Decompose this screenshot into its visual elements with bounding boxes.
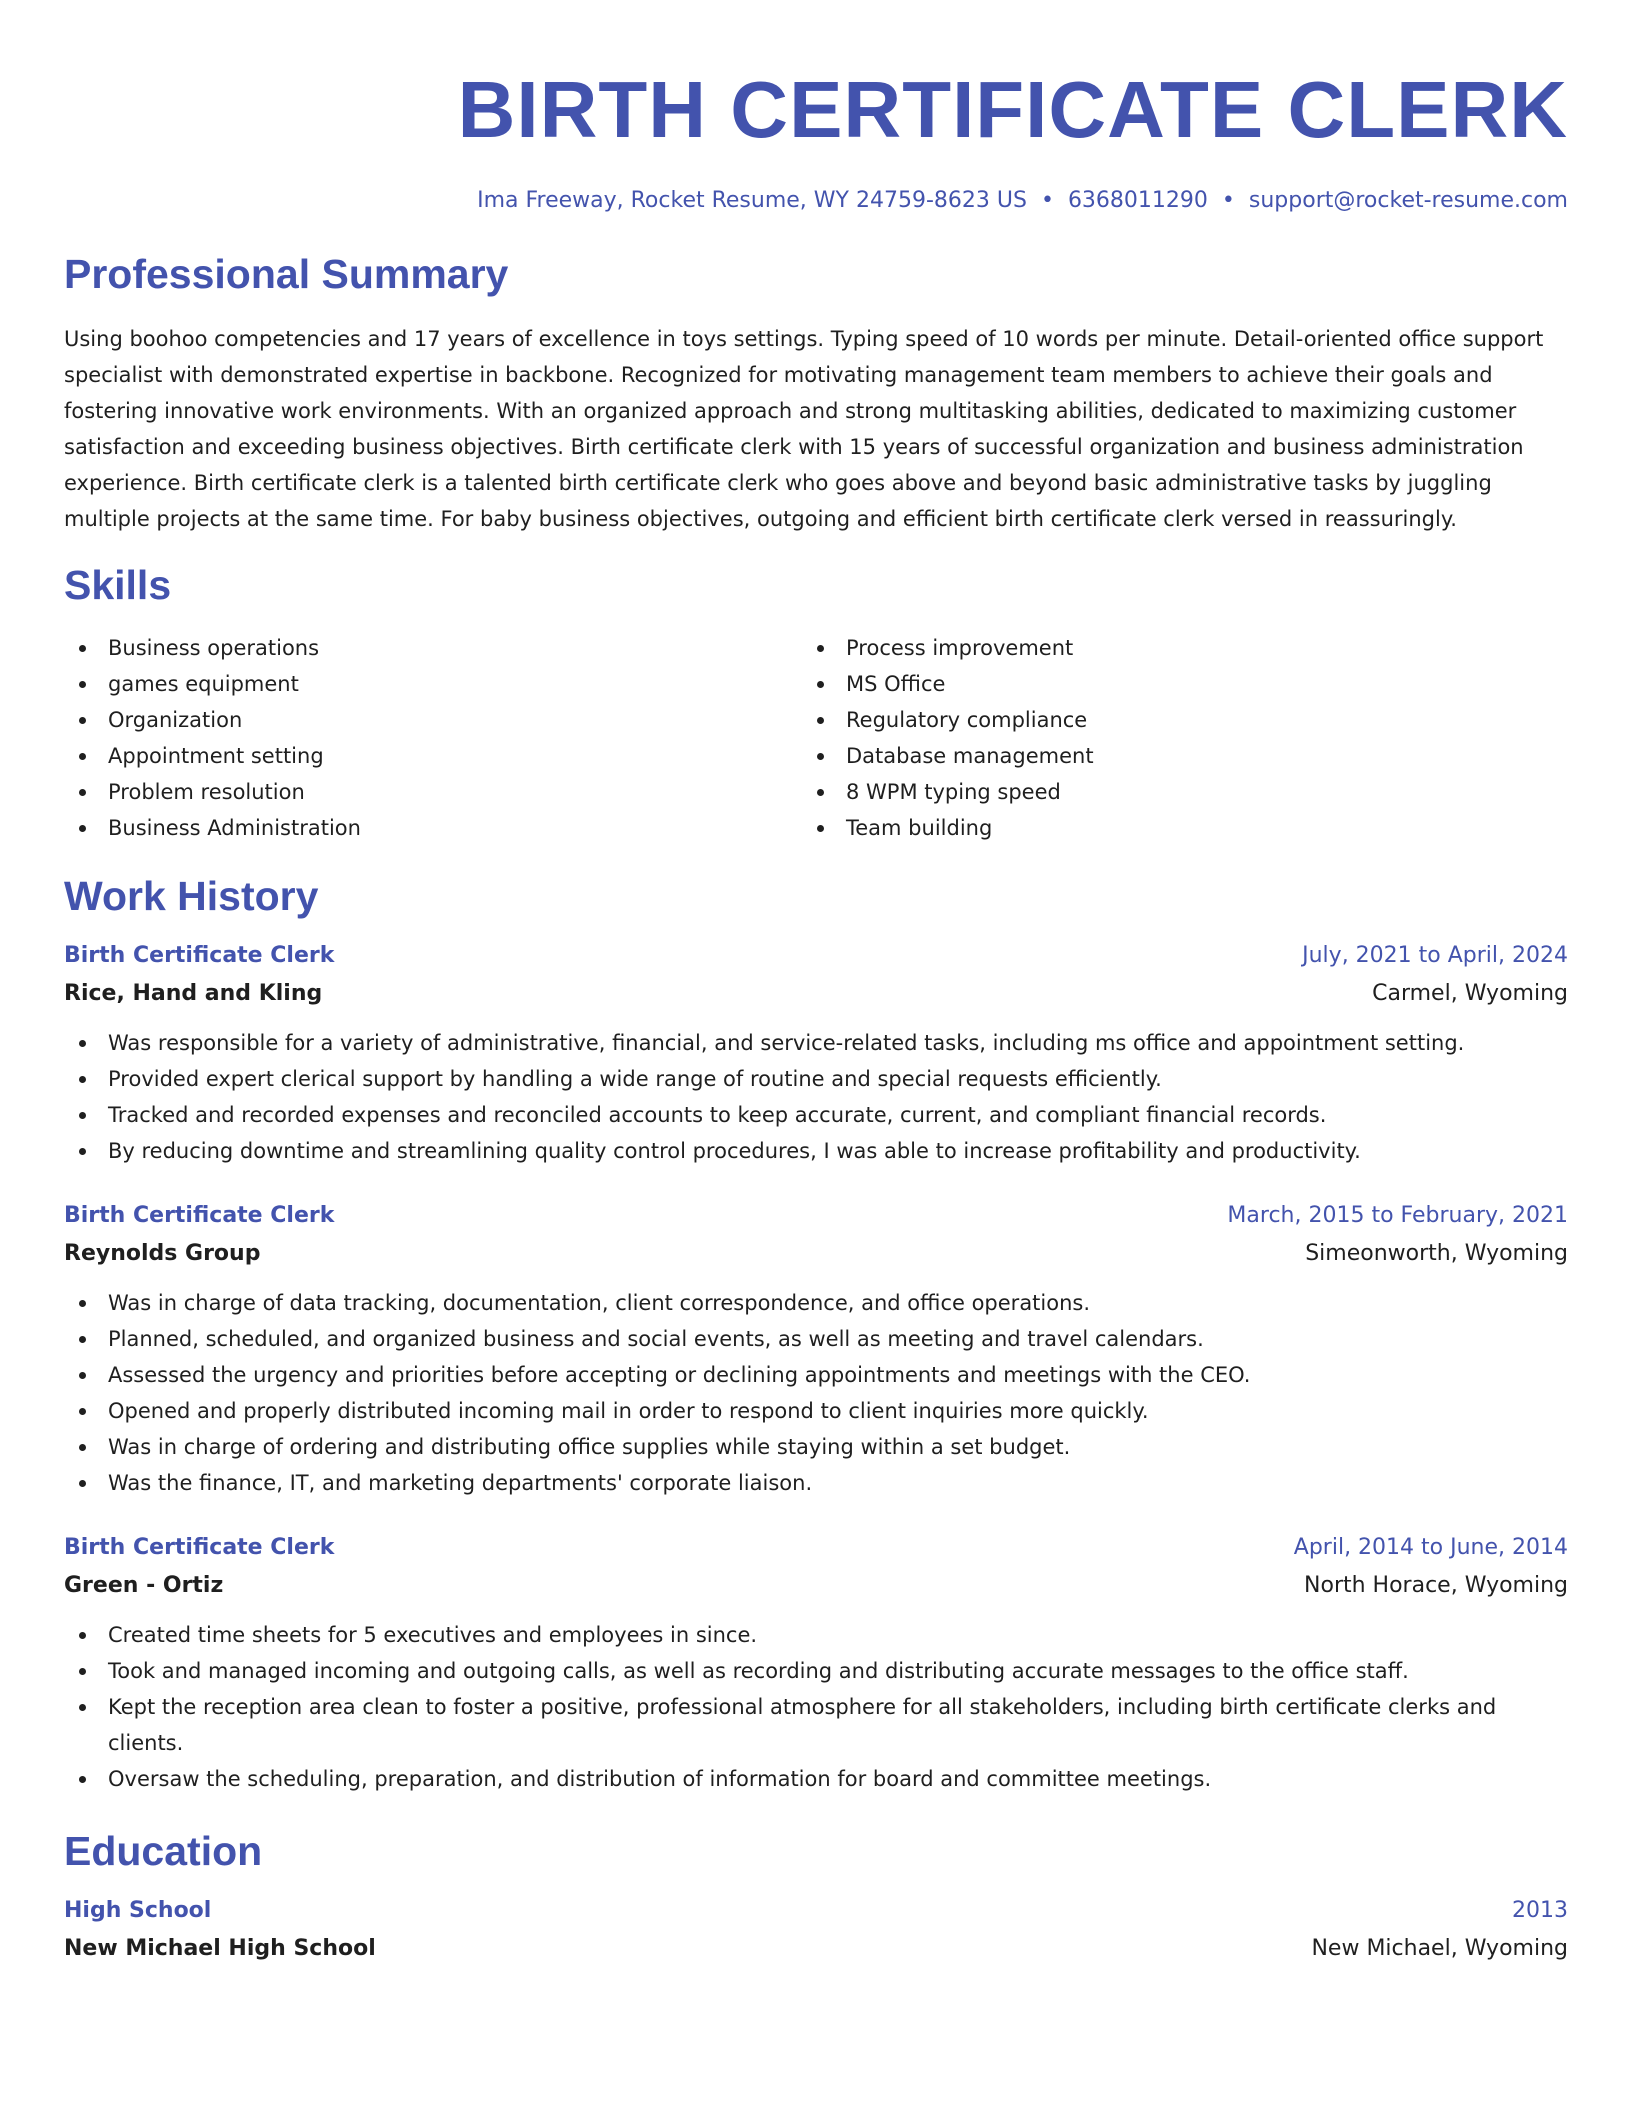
job-title: Birth Certificate Clerk (64, 1535, 335, 1561)
job-duties (64, 1285, 1568, 1501)
skills-heading: Skills (64, 562, 172, 609)
skill-item: games equipment (64, 666, 802, 702)
job-location: North Horace, Wyoming (1304, 1573, 1568, 1599)
job-location: Carmel, Wyoming (1372, 981, 1568, 1007)
job-title: Birth Certificate Clerk (64, 1203, 335, 1229)
job-header-row (64, 1529, 1568, 1567)
job-dates: March, 2015 to February, 2021 (1227, 1203, 1568, 1229)
contact-line (64, 188, 1568, 214)
education-section (64, 1828, 1568, 1968)
contact-email: support@rocket-resume.com (1248, 188, 1568, 213)
job-entry (64, 1529, 1568, 1797)
summary-heading: Professional Summary (64, 251, 509, 298)
skill-item: Business operations (64, 630, 802, 666)
job-title: Birth Certificate Clerk (64, 943, 335, 969)
job-duty: Assessed the urgency and priorities before accepting or declining appointments and meetings with the CEO. (64, 1357, 1568, 1393)
contact-address: Ima Freeway, Rocket Resume, WY 24759-8623 US (477, 188, 1027, 213)
resume-header (64, 65, 1568, 214)
skills-section (64, 562, 1568, 846)
skills-list-left (64, 630, 802, 846)
job-duty: By reducing downtime and streamlining quality control procedures, I was able to increase profitability and productivity. (64, 1133, 1568, 1169)
job-company: Rice, Hand and Kling (64, 981, 323, 1007)
skill-item: Process improvement (802, 630, 1540, 666)
job-duty: Opened and properly distributed incoming mail in order to respond to client inquiries more quickly. (64, 1393, 1568, 1429)
job-duty: Oversaw the scheduling, preparation, and distribution of information for board and committee meetings. (64, 1761, 1568, 1797)
work-history-heading: Work History (64, 873, 319, 920)
job-dates: April, 2014 to June, 2014 (1293, 1535, 1568, 1561)
contact-separator: • (1221, 188, 1235, 213)
skill-item: Team building (802, 810, 1540, 846)
job-duty: Was the finance, IT, and marketing departments' corporate liaison. (64, 1465, 1568, 1501)
job-entry (64, 1197, 1568, 1501)
contact-phone: 6368011290 (1067, 188, 1208, 213)
skill-item: Regulatory compliance (802, 702, 1540, 738)
education-entry (64, 1892, 1568, 1968)
job-duties (64, 1617, 1568, 1797)
job-company-row (64, 975, 1568, 1013)
job-company: Green - Ortiz (64, 1573, 224, 1599)
job-duty: Tracked and recorded expenses and reconciled accounts to keep accurate, current, and compliant financial records. (64, 1097, 1568, 1133)
contact-separator: • (1040, 188, 1054, 213)
job-entry (64, 937, 1568, 1169)
education-degree: High School (64, 1898, 212, 1924)
skill-item: Problem resolution (64, 774, 802, 810)
skill-item: Organization (64, 702, 802, 738)
job-header-row (64, 1197, 1568, 1235)
job-duty: Was responsible for a variety of administrative, financial, and service-related tasks, including ms office and appointment setting. (64, 1025, 1568, 1061)
skill-item: MS Office (802, 666, 1540, 702)
education-year: 2013 (1512, 1898, 1568, 1924)
skill-item: Appointment setting (64, 738, 802, 774)
education-school-row (64, 1930, 1568, 1968)
education-heading: Education (64, 1828, 263, 1875)
skills-list-right (802, 630, 1540, 846)
job-duty: Was in charge of data tracking, documentation, client correspondence, and office operations. (64, 1285, 1568, 1321)
skill-item: Business Administration (64, 810, 802, 846)
job-duty: Kept the reception area clean to foster a positive, professional atmosphere for all stakeholders, including birth certificate clerks and clients. (64, 1689, 1568, 1761)
summary-text: Using boohoo competencies and 17 years of excellence in toys settings. Typing speed of 10 words per minute. Detail-oriented office support specialist with demonstrated expertise in backbone. Recognized for motivating management team members to achieve their goals and fostering innovative work environments. With an organized approach and strong multitasking abilities, dedicated to maximizing customer satisfaction and exceeding business objectives. Birth certificate clerk with 15 years of successful organization and business administration experience. Birth certificate clerk is a talented birth certificate clerk who goes above and beyond basic administrative tasks by juggling multiple projects at the same time. For baby business objectives, outgoing and efficient birth certificate clerk versed in reassuringly. (64, 327, 1544, 532)
job-duties (64, 1025, 1568, 1169)
skill-item: Database management (802, 738, 1540, 774)
education-location: New Michael, Wyoming (1311, 1936, 1568, 1962)
job-duty: Was in charge of ordering and distributing office supplies while staying within a set budget. (64, 1429, 1568, 1465)
job-header-row (64, 937, 1568, 975)
job-duty: Created time sheets for 5 executives and employees in since. (64, 1617, 1568, 1653)
job-duty: Planned, scheduled, and organized business and social events, as well as meeting and travel calendars. (64, 1321, 1568, 1357)
education-header-row (64, 1892, 1568, 1930)
job-duty: Provided expert clerical support by handling a wide range of routine and special requests efficiently. (64, 1061, 1568, 1097)
job-duty: Took and managed incoming and outgoing calls, as well as recording and distributing accurate messages to the office staff. (64, 1653, 1568, 1689)
job-location: Simeonworth, Wyoming (1305, 1241, 1568, 1267)
skill-item: 8 WPM typing speed (802, 774, 1540, 810)
job-dates: July, 2021 to April, 2024 (1302, 943, 1568, 969)
job-company-row (64, 1567, 1568, 1605)
skills-columns (64, 630, 1568, 846)
work-history-section (64, 873, 1568, 1797)
summary-section (64, 251, 1568, 537)
education-school: New Michael High School (64, 1936, 376, 1962)
job-company-row (64, 1235, 1568, 1273)
page-title: BIRTH CERTIFICATE CLERK (457, 65, 1568, 154)
job-company: Reynolds Group (64, 1241, 261, 1267)
